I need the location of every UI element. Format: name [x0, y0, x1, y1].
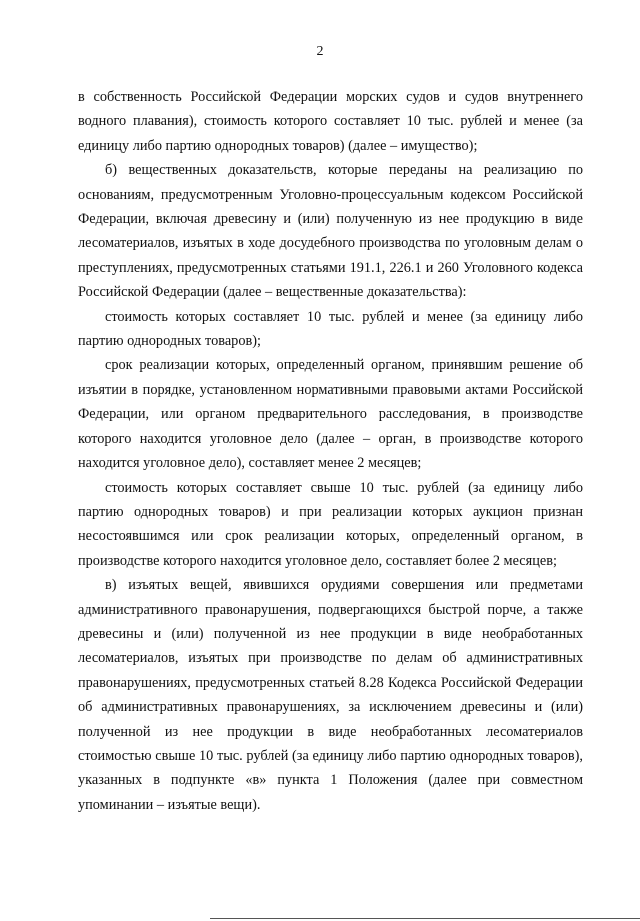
page-number: 2 [316, 44, 324, 59]
paragraph-continuation: в собственность Российской Федерации морских судов и судов внутреннего водного плавания), стоимость которого составляет 10 тыс. рублей и менее (за единицу либо партию однородных товаров) (далее – имущество); [78, 89, 583, 154]
paragraph-b-term: срок реализации которых, определенный органом, принявшим решение об изъятии в порядке, установленном нормативными правовыми актами Российской Федерации, или органом предварительного расследования, в производстве которого находится уголовное дело (далее – орган, в производстве которого находится уголовное дело), составляет менее 2 месяцев; [78, 357, 583, 472]
document-body [78, 85, 583, 817]
paragraph-v: в) изъятых вещей, явившихся орудиями совершения или предметами административного правонарушения, подвергающихся быстрой порче, а также древесины и (или) полученной из нее продукции в виде необработанных лесоматериалов, изъятых при производстве по делам об административных правонарушениях, предусмотренных статьей 8.28 Кодекса Российской Федерации об административных правонарушениях, за исключением древесины и (или) полученной из нее продукции в виде необработанных лесоматериалов стоимостью свыше 10 тыс. рублей (за единицу либо партию однородных товаров), указанных в подпункте «в» пункта 1 Положения (далее при совместном упоминании – изъятые вещи). [78, 577, 583, 813]
paragraph-b-auction: стоимость которых составляет свыше 10 тыс. рублей (за единицу либо партию однородных товаров) и при реализации которых аукцион признан несостоявшимся или срок реализации которых, определенный органом, в производстве которого находится уголовное дело, составляет более 2 месяцев; [78, 479, 583, 569]
paragraph-b: б) вещественных доказательств, которые переданы на реализацию по основаниям, предусмотренным Уголовно-процессуальным кодексом Российской Федерации, включая древесину и (или) полученную из нее продукцию в виде лесоматериалов, изъятых в ходе досудебного производства по уголовным делам о преступлениях, предусмотренных статьями 191.1, 226.1 и 260 Уголовного кодекса Российской Федерации (далее – вещественные доказательства): [78, 162, 583, 301]
paragraph-b-cost: стоимость которых составляет 10 тыс. рублей и менее (за единицу либо партию однородных товаров); [78, 308, 583, 350]
